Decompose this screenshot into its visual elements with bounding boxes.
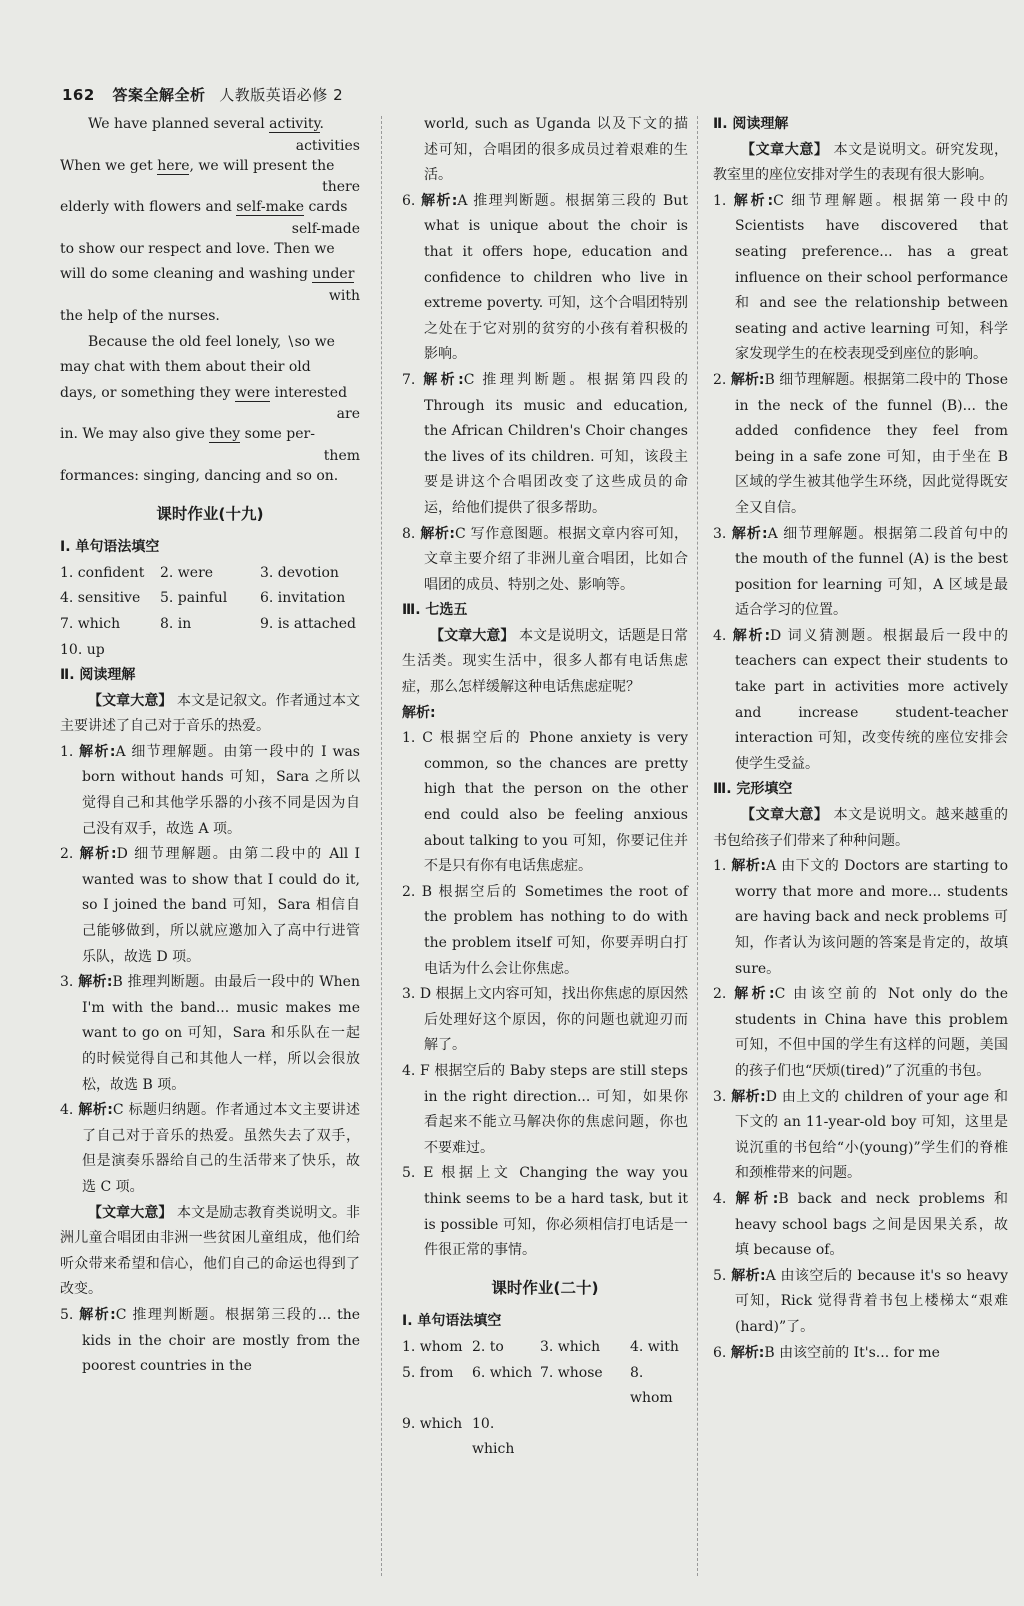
list-item (713, 1264, 1008, 1341)
correction: them (323, 447, 360, 464)
item-number: 5. (713, 1267, 727, 1284)
jiexi-label: 解析: (79, 743, 116, 760)
essay-text: elderly with flowers and (60, 199, 237, 216)
item-list (60, 740, 360, 1201)
answer: 6. which (472, 1364, 533, 1381)
correction: are (336, 406, 360, 423)
list-item (402, 982, 688, 1059)
essay-correction (60, 112, 360, 490)
jiexi-label: 解析: (731, 525, 768, 542)
item-list (713, 854, 1008, 1366)
item-text: B 推理判断题。由最后一段中的 When I'm with the band... music makes me want to go on 可知，Sara 和乐队在一起的时候觉得自己和其他人一样，所以会很放松，故选 B 项。 (82, 974, 360, 1093)
answer: 1. whom (402, 1338, 463, 1355)
item-text: B 由该空前的 It's... for me (764, 1344, 940, 1361)
list-item (713, 368, 1008, 522)
essay-line (60, 304, 360, 330)
jiexi-label: 解析: (732, 627, 771, 644)
item-number: 1. (713, 858, 727, 875)
essay-text: We have planned several (88, 116, 270, 132)
essay-text: the help of the nurses. (60, 307, 220, 324)
column-2 (402, 112, 688, 1582)
jiexi-label: 解析: (731, 1267, 766, 1284)
part-2-title: Ⅱ. 阅读理解 (713, 116, 789, 132)
summary: 【文章大意】 本文是说明文，话题是日常生活类。现实生活中，很多人都有电话焦虑症，那么怎样缓解这种电话焦虑症呢？ (402, 627, 689, 696)
essay-line (60, 262, 360, 288)
book-title: 答案全解全析 (112, 86, 206, 104)
part-3-title: Ⅲ. 七选五 (402, 602, 468, 619)
item-text: F 根据空后的 Baby steps are still steps in the right direction... 可知，如果你看起来不能立马解决你的焦虑问题，你也不要难过。 (420, 1062, 688, 1156)
item-number: 2. (402, 883, 416, 900)
item-number: 3. (713, 525, 727, 542)
essay-line (60, 195, 360, 221)
corrected-word: self-make (236, 199, 304, 216)
item-text: C 根据空后的 Phone anxiety is very common, so the chances are pretty high that the person on the other end could also be feeling anxious about talking to you 可知，你要记住并不是只有你有电话焦虑症。 (422, 730, 688, 875)
jiexi-label: 解析: (731, 1088, 766, 1105)
item-text: C 由该空前的 Not only do the students in China have this problem 可知，不但中国的学生有这样的问题，美国的孩子们也“厌烦(tired)”了沉重的书包。 (735, 986, 1009, 1079)
jiexi-label: 解析: (423, 371, 464, 388)
item-text: D 由上文的 children of your age 和下文的 an 11-year-old boy 可知，这里是说沉重的书包给“小(young)”学生们的脊椎和颈椎带来的问题。 (735, 1088, 1008, 1182)
corrected-word: here (157, 157, 190, 174)
item-text: D 细节理解题。由第二段中的 All I wanted was to show that I could do it, so I joined the band 可知，Sara 相信自己能够做到，所以就应邀加入了高中行进管乐队，故选 D 项。 (82, 846, 360, 965)
section-20-title: 课时作业(二十) (491, 1278, 599, 1297)
jiexi-label: 解析: (421, 192, 458, 209)
answer-list (402, 726, 688, 1263)
column-divider (381, 116, 382, 1576)
item-text: E 根据上文 Changing the way you think seems to be a hard task, but it is possible 可知，你必须相信打电话是一件很正常的事情。 (423, 1165, 688, 1259)
item-text: C 推理判断题。根据第四段的 Through its music and education, the African Children's Choir changes the lives of its children. 可知，该段主要是讲这个合唱团改变了这些成员的命运，给他们提供了很多帮助。 (424, 371, 688, 516)
essay-line (60, 112, 360, 138)
item-number: 2. (713, 371, 727, 388)
page-number: 162 (62, 86, 95, 104)
list-item (713, 522, 1008, 624)
essay-text: to show our respect and love. Then we (60, 240, 335, 257)
edition-label: 人教版英语必修 2 (219, 86, 344, 104)
jiexi-label: 解析: (731, 858, 767, 875)
essay-text: formances: singing, dancing and so on. (60, 467, 339, 484)
answer: 4. sensitive (60, 590, 141, 607)
answer: 8. whom (630, 1364, 673, 1407)
essay-line (60, 154, 360, 180)
item-list (713, 189, 1008, 778)
item-number: 2. (60, 846, 74, 863)
corrected-word: under (312, 266, 355, 283)
page-header (62, 84, 343, 105)
essay-line (60, 381, 360, 407)
list-item (713, 854, 1008, 982)
jiexi-label: 解析: (79, 846, 117, 863)
item-number: 5. (402, 1165, 416, 1182)
essay-text: some per- (240, 426, 315, 443)
summary: 【文章大意】 本文是说明文。越来越重的书包给孩子们带来了种种问题。 (713, 807, 1009, 849)
list-item (60, 1098, 360, 1200)
jiexi-label: 解析: (730, 371, 765, 388)
answer: 9. which (402, 1415, 463, 1432)
item-text: B 细节理解题。根据第二段中的 Those in the neck of the funnel (B)... the added confidence they feel from being in a safe zone 可知，由于坐在 B 区域的学生被其他学生环绕，因此觉得既安全又自信。 (735, 371, 1008, 516)
essay-text: in. We may also give (60, 426, 210, 443)
summary: 【文章大意】 本文是说明文。研究发现，教室里的座位安排对学生的表现有很大影响。 (713, 141, 1009, 184)
answer: 5. painful (160, 590, 228, 607)
item-number: 1. (402, 730, 416, 747)
essay-text: will do some cleaning and washing (60, 266, 313, 283)
summary: 【文章大意】 本文是记叙文。作者通过本文主要讲述了自己对于音乐的热爱。 (60, 692, 361, 735)
list-item (713, 1187, 1008, 1264)
answer: 10. which (472, 1415, 515, 1458)
list-item (402, 1161, 688, 1263)
jiexi-label: 解析: (734, 986, 775, 1003)
part-1-title: Ⅰ. 单句语法填空 (402, 1313, 502, 1330)
corrected-word: were (234, 384, 271, 401)
jiexi-label: 解析: (735, 1190, 779, 1207)
part-1-title: Ⅰ. 单句语法填空 (60, 539, 160, 556)
correction: activities (295, 137, 360, 154)
item-number: 3. (60, 974, 74, 991)
item-text: C 细节理解题。根据第一段中的 Scientists have discovered that seating preference... has a great influence on their school performance 和 and see the relationship between seating and active learning 可知，科学家发现学生的在校表现受到座位的影响。 (735, 192, 1008, 363)
list-item (402, 880, 688, 982)
item-text: C 写作意图题。根据文章内容可知，文章主要介绍了非洲儿童合唱团，比如合唱团的成员、特别之处、影响等。 (424, 525, 688, 593)
item-list (402, 189, 688, 599)
answer: 2. to (472, 1338, 504, 1355)
item-number: 8. (402, 525, 416, 542)
item-number: 3. (402, 986, 416, 1003)
section-19-title: 课时作业(十九) (156, 504, 264, 523)
essay-text: , we will present the (189, 157, 335, 174)
column-3 (713, 112, 1008, 1582)
essay-line (60, 355, 360, 381)
item-text: D 根据上文内容可知，找出你焦虑的原因然后处理好这个原因，你的问题也就迎刃而解了。 (419, 986, 688, 1054)
item-number: 6. (713, 1344, 727, 1361)
essay-text: interested (270, 384, 348, 401)
answer: 3. devotion (260, 564, 339, 581)
list-item: 5. 解析:C 推理判断题。根据第三段的... the kids in the choir are mostly from the poorest countries in the (60, 1306, 361, 1375)
answer-grid (60, 561, 360, 663)
list-item (402, 522, 688, 599)
essay-text: When we get (60, 157, 158, 174)
corrected-word: they (209, 426, 241, 443)
item-number: 2. (713, 986, 727, 1003)
essay-line (60, 422, 360, 448)
essay-line (60, 237, 360, 263)
list-item (713, 624, 1008, 778)
item-text: B 根据空后的 Sometimes the root of the problem has nothing to do with the problem itself 可知，你要弄明白打电话为什么会让你焦虑。 (421, 883, 688, 977)
essay-line (60, 464, 360, 490)
answer: 8. in (160, 615, 192, 632)
list-item (713, 1085, 1008, 1187)
item-number: 3. (713, 1088, 727, 1105)
item-number: 4. (713, 627, 727, 644)
jiexi-label: 解析: (78, 974, 113, 991)
answer: 2. were (160, 564, 214, 581)
jiexi-label: 解析: (402, 704, 436, 721)
item-number: 6. (402, 192, 416, 209)
essay-text: . (319, 116, 324, 132)
answer: 6. invitation (260, 590, 346, 607)
answer-grid (402, 1335, 688, 1463)
list-item (402, 1059, 688, 1161)
summary: 【文章大意】 本文是励志教育类说明文。非洲儿童合唱团由非洲一些贫困儿童组成，他们给听众带来希望和信心，他们自己的命运也得到了改变。 (60, 1204, 361, 1298)
answer: 3. which (540, 1338, 601, 1355)
item-number: 7. (402, 371, 416, 388)
continued-text: world, such as Uganda 以及下文的描述可知，合唱团的很多成员过着艰难的生活。 (424, 116, 688, 184)
item-text: A 由下文的 Doctors are starting to worry that more and more... students are having back and neck problems 可知，作者认为该问题的答案是肯定的，故填 sure。 (735, 858, 1008, 977)
item-text: C 标题归纳题。作者通过本文主要讲述了自己对于音乐的热爱。虽然失去了双手，但是演奏乐器给自己的生活带来了快乐，故选 C 项。 (82, 1102, 360, 1195)
column-divider (697, 116, 698, 1576)
part-3-title: Ⅲ. 完形填空 (713, 781, 793, 798)
list-item (60, 842, 360, 970)
item-text: B back and neck problems 和 heavy school bags 之间是因果关系，故填 because of。 (735, 1190, 1009, 1259)
answer: 10. up (60, 641, 105, 658)
list-item (402, 368, 688, 522)
item-text: A 推理判断题。根据第三段的 But what is unique about the choir is that it offers hope, education and confidence to children who live in extreme poverty. 可知，这个合唱团特别之处在于它对别的贫穷的小孩有着积极的影响。 (424, 192, 688, 363)
item-text: A 细节理解题。由第一段中的 I was born without hands 可知，Sara 之所以觉得自己和其他学乐器的小孩不同是因为自己没有双手，故选 A 项。 (82, 743, 360, 837)
jiexi-label: 解析: (78, 1102, 113, 1119)
essay-text: cards (304, 199, 348, 216)
essay-text: days, or something they (60, 384, 235, 401)
list-item (60, 740, 360, 842)
essay-text: may chat with them about their old (60, 359, 311, 376)
item-number: 1. (713, 192, 727, 209)
essay-text: Because the old feel lonely, ∖so we (88, 333, 335, 350)
column-1 (60, 112, 360, 1582)
item-number: 1. (60, 743, 74, 760)
part-2-title: Ⅱ. 阅读理解 (60, 667, 136, 684)
jiexi-label: 解析: (420, 525, 455, 542)
answer: 7. which (60, 615, 121, 632)
item-number: 4. (402, 1062, 416, 1079)
item-number: 4. (713, 1190, 727, 1207)
corrected-word: activity (269, 116, 320, 132)
answer: 9. is attached (260, 615, 356, 632)
correction: there (322, 179, 360, 196)
item-text: A 由该空后的 because it's so heavy 可知，Rick 觉得背着书包上楼梯太“艰难(hard)”了。 (735, 1267, 1008, 1335)
answer: 7. whose (540, 1364, 603, 1381)
item-text: D 词义猜测题。根据最后一段中的 teachers can expect their students to take part in activities more actively and increase student-teacher interaction 可知，改变传统的座位安排会使学生受益。 (735, 627, 1008, 772)
correction: self-made (291, 220, 360, 237)
list-item (713, 1341, 1008, 1367)
list-item (713, 189, 1008, 368)
jiexi-label: 解析: (730, 1344, 765, 1361)
list-item (713, 982, 1008, 1084)
item-text: A 细节理解题。根据第二段首句中的 the mouth of the funnel (A) is the best position for learning 可知，A 区域是最适合学习的位置。 (735, 525, 1008, 619)
list-item (402, 726, 688, 880)
jiexi-label: 解析: (733, 192, 774, 209)
answer: 1. confident (60, 564, 145, 581)
item-number: 4. (60, 1102, 74, 1119)
essay-line (60, 330, 360, 356)
correction: with (328, 287, 360, 304)
answer: 4. with (630, 1338, 679, 1355)
list-item (402, 189, 688, 368)
answer: 5. from (402, 1364, 454, 1381)
list-item (60, 970, 360, 1098)
